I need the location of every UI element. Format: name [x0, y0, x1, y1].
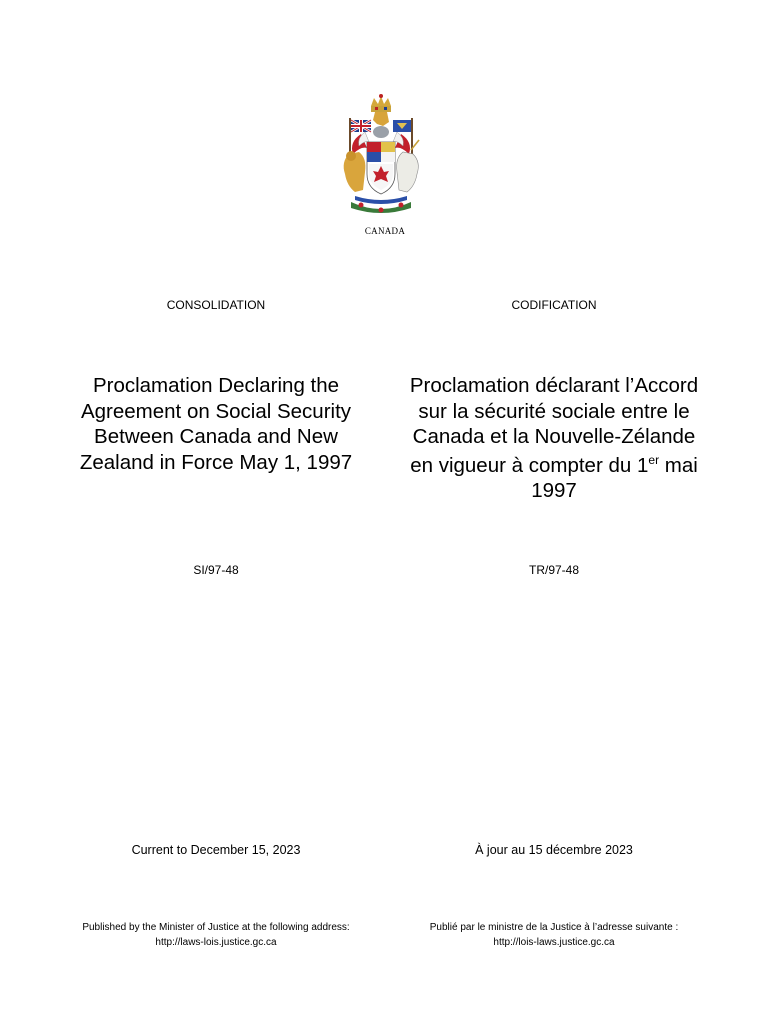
publication-text: Publié par le ministre de la Justice à l’adresse suivante :: [429, 922, 679, 933]
english-title-line: Zealand in Force May 1, 1997: [79, 450, 353, 474]
french-title: [398, 373, 710, 504]
publication-text: Published by the Minister of Justice at the following address:: [82, 922, 350, 933]
french-title-line: Proclamation déclarant l’Accord: [409, 374, 699, 397]
lion-supporter-icon: [344, 151, 366, 192]
english-title-line: Proclamation Declaring the: [92, 374, 340, 397]
country-wordmark: CANADA: [364, 226, 406, 236]
english-title-line: Between Canada and New: [94, 425, 338, 448]
superscript-er: er: [648, 452, 660, 467]
french-title-line: Canada et la Nouvelle-Zélande: [412, 425, 696, 448]
crown-icon: [371, 94, 391, 112]
french-title-text: en vigueur à compter du 1: [410, 453, 649, 477]
si-number: SI/97-48: [193, 563, 239, 577]
english-title: [62, 373, 370, 475]
french-title-line: [398, 453, 710, 479]
french-title-text: mai: [659, 453, 698, 477]
publication-url: http://lois-laws.justice.gc.ca: [493, 937, 615, 948]
consolidation-label: CONSOLIDATION: [166, 298, 266, 312]
a-jour-date: À jour au 15 décembre 2023: [475, 843, 633, 857]
canada-coat-of-arms-icon: [331, 92, 431, 216]
french-title-line: sur la sécurité sociale entre le: [418, 399, 690, 423]
shield-icon: [367, 142, 395, 194]
french-title-line: 1997: [531, 479, 577, 502]
codification-label: CODIFICATION: [511, 298, 597, 312]
english-title-line: Agreement on Social Security: [80, 399, 352, 423]
french-publication-info: [398, 920, 710, 950]
english-publication-info: [62, 920, 370, 950]
current-to-date: Current to December 15, 2023: [131, 843, 301, 857]
tr-number: TR/97-48: [528, 563, 580, 577]
publication-url: http://laws-lois.justice.gc.ca: [155, 937, 277, 948]
